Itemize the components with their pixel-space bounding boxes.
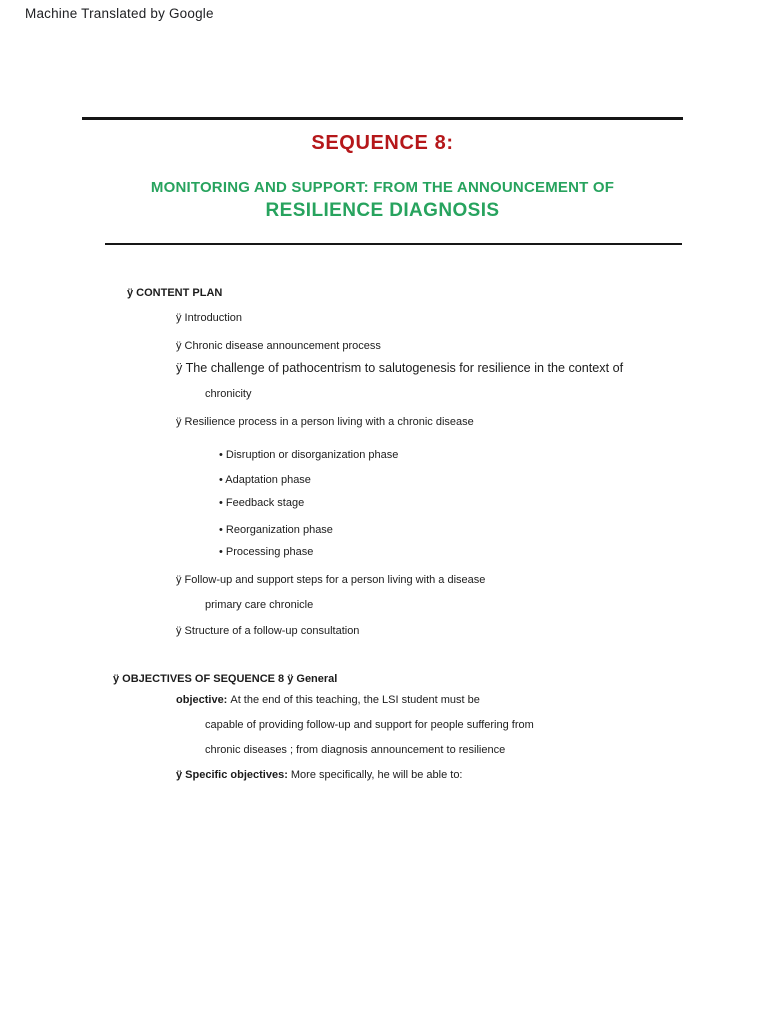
plan-item-introduction: ÿ Introduction [176, 312, 243, 324]
plan-item-structure: ÿ Structure of a follow-up consultation [176, 625, 360, 637]
plan-item-followup-cont: primary care chronicle [205, 599, 314, 611]
specific-objectives-text: More specifically, he will be able to: [290, 769, 463, 781]
plan-item-followup: ÿ Follow-up and support steps for a person living with a disease [176, 574, 486, 586]
machine-translated-watermark: Machine Translated by Google [25, 6, 214, 21]
general-objective-line3: chronic diseases ; from diagnosis announcement to resilience [205, 744, 506, 756]
objectives-heading: ÿ OBJECTIVES OF SEQUENCE 8 ÿ General [113, 673, 338, 685]
document-subtitle-line2: RESILIENCE DIAGNOSIS [265, 200, 500, 221]
document-subtitle-line1: MONITORING AND SUPPORT: FROM THE ANNOUNCEMENT OF [150, 179, 615, 196]
general-objective-line1 [176, 694, 480, 706]
plan-item-announcement: ÿ Chronic disease announcement process [176, 340, 381, 352]
plan-item-resilience-process: ÿ Resilience process in a person living with a chronic disease [176, 416, 474, 428]
specific-objectives-label: ÿ Specific objectives: [176, 769, 288, 781]
plan-subitem-adaptation: • Adaptation phase [219, 474, 311, 486]
header-bottom-rule [105, 243, 682, 245]
header-top-rule [82, 117, 683, 120]
plan-item-challenge: ÿ The challenge of pathocentrism to salutogenesis for resilience in the context of [176, 361, 624, 375]
plan-item-challenge-cont: chronicity [205, 388, 252, 400]
plan-subitem-processing: • Processing phase [219, 546, 314, 558]
general-objective-line2: capable of providing follow-up and support for people suffering from [205, 719, 534, 731]
specific-objectives-line [176, 769, 463, 781]
content-plan-heading: ÿ CONTENT PLAN [127, 287, 223, 299]
plan-subitem-disruption: • Disruption or disorganization phase [219, 449, 399, 461]
general-objective-label: objective: [176, 694, 228, 706]
general-objective-text: At the end of this teaching, the LSI student must be [230, 694, 480, 706]
document-title: SEQUENCE 8: [311, 132, 454, 154]
plan-subitem-reorganization: • Reorganization phase [219, 524, 333, 536]
plan-subitem-feedback: • Feedback stage [219, 497, 305, 509]
